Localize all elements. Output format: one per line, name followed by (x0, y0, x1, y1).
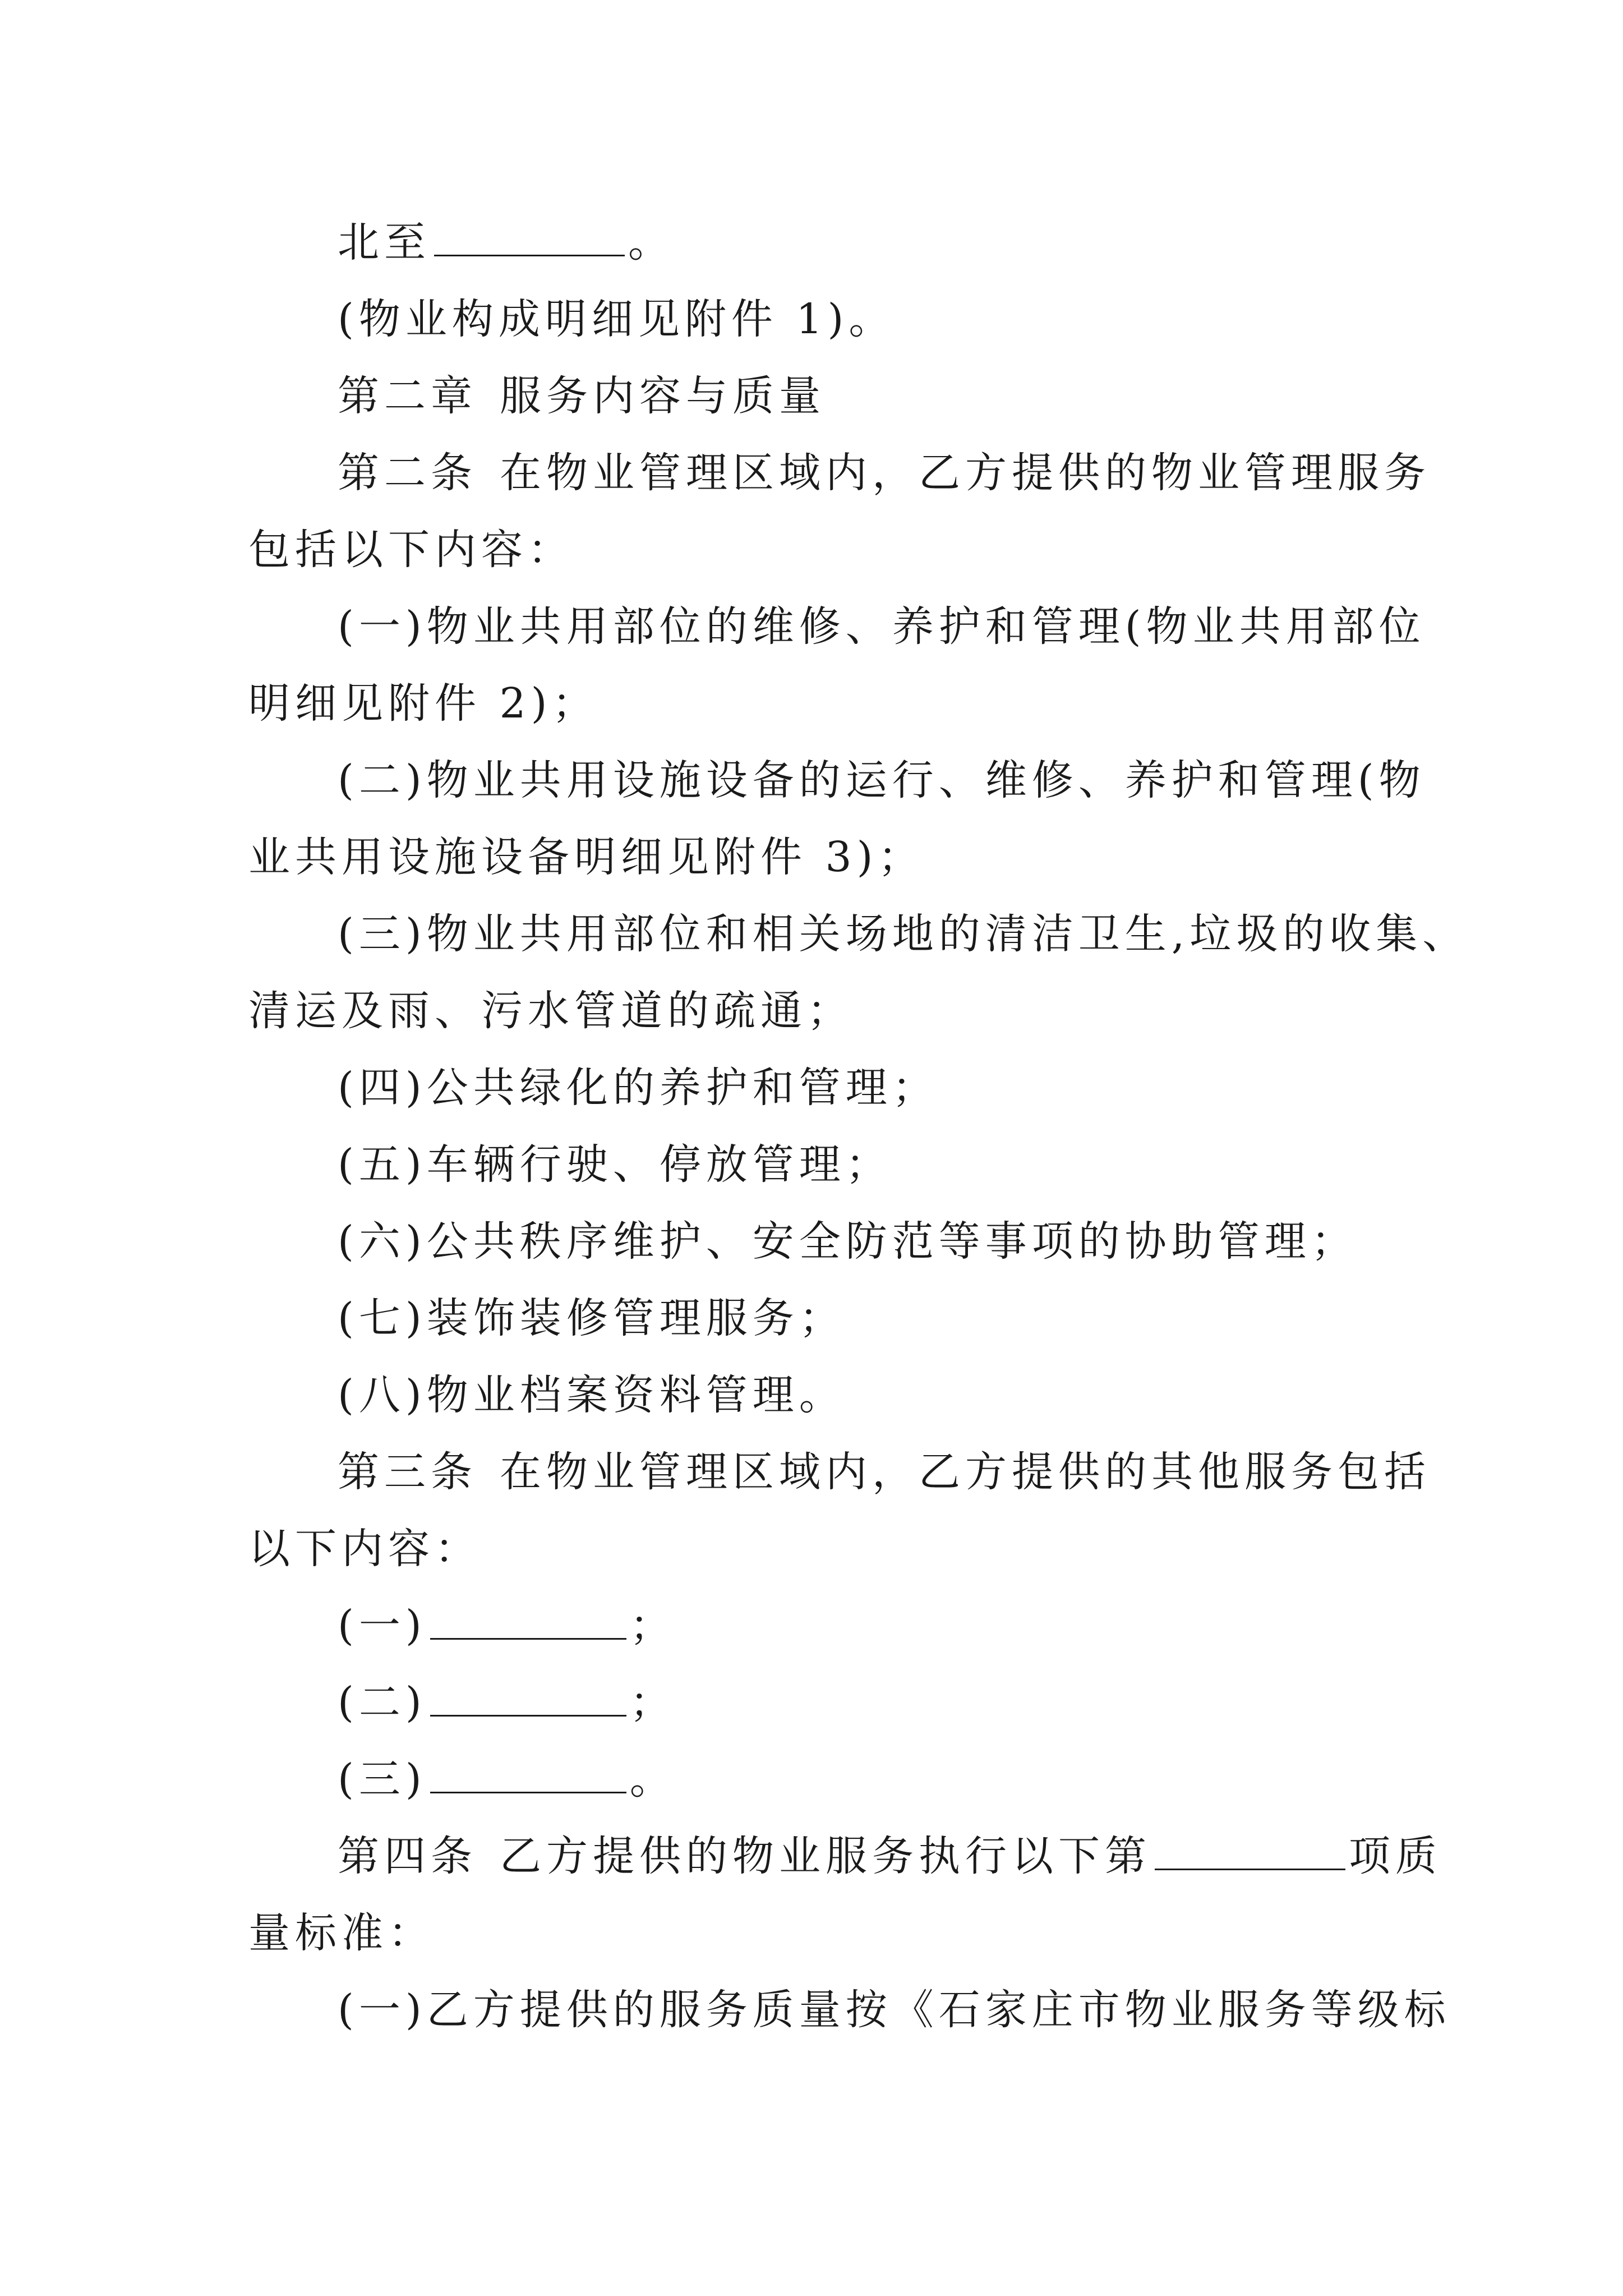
list-item-2-cont: 业共用设施设备明细见附件 3)； (248, 833, 925, 881)
list-item-8: (八)物业档案资料管理。 (338, 1371, 846, 1419)
list-item-3: (三)物业共用部位和相关场地的清洁卫生,垃圾的收集、 (338, 910, 1469, 958)
fill-in-blank (430, 1758, 626, 1793)
chapter-number: 第二章 (338, 372, 477, 420)
list-item-7: (七)装饰装修管理服务； (338, 1294, 846, 1342)
article-2-line-1 (0, 442, 1623, 504)
fill-in-blank (430, 1604, 626, 1640)
article-number: 第四条 (338, 1832, 477, 1880)
chapter-heading (0, 365, 1623, 427)
list-item-2: (二)物业共用设施设备的运行、维修、养护和管理(物 (338, 756, 1426, 804)
line-text: ； (629, 1678, 676, 1727)
item-number: (一) (338, 1602, 427, 1650)
boundary-north (0, 211, 1623, 273)
line-text: 北至 (338, 218, 431, 266)
item-number: (三) (338, 1755, 427, 1803)
article-3-line-1 (0, 1441, 1623, 1503)
line-text: 项质 (1349, 1832, 1442, 1880)
article-number: 第二条 (338, 449, 477, 497)
line-text: 。 (629, 1755, 676, 1803)
article-4-line-1 (0, 1825, 1623, 1887)
line-text: ； (629, 1602, 676, 1650)
article-number: 第三条 (338, 1448, 477, 1496)
other-service-3 (0, 1749, 1623, 1810)
other-service-2 (0, 1672, 1623, 1733)
list-item-5: (五)车辆行驶、停放管理； (338, 1140, 892, 1189)
fill-in-blank (430, 1681, 626, 1717)
item-number: (二) (338, 1678, 427, 1727)
property-detail-note: (物业构成明细见附件 1)。 (338, 295, 896, 343)
list-item-3-cont: 清运及雨、污水管道的疏通； (248, 987, 854, 1035)
quality-standard-item-1: (一)乙方提供的服务质量按《石家庄市物业服务等级标 (338, 1986, 1451, 2034)
list-item-1: (一)物业共用部位的维修、养护和管理(物业共用部位 (338, 602, 1426, 651)
list-item-6: (六)公共秩序维护、安全防范等事项的协助管理； (338, 1217, 1358, 1266)
list-item-4: (四)公共绿化的养护和管理； (338, 1064, 939, 1112)
list-item-1-cont: 明细见附件 2)； (248, 679, 599, 728)
article-3-line-2: 以下内容： (248, 1525, 481, 1573)
fill-in-blank (1155, 1835, 1345, 1870)
article-text: 在物业管理区域内，乙方提供的物业管理服务 (500, 449, 1431, 497)
article-text: 在物业管理区域内，乙方提供的其他服务包括 (500, 1448, 1431, 1496)
article-2-line-2: 包括以下内容： (248, 526, 574, 574)
other-service-1 (0, 1595, 1623, 1657)
article-text: 乙方提供的物业服务执行以下第 (500, 1832, 1151, 1880)
chapter-title: 服务内容与质量 (500, 372, 826, 420)
fill-in-blank (434, 221, 625, 256)
article-4-line-2: 量标准： (248, 1909, 435, 1957)
line-text: 。 (628, 218, 675, 266)
